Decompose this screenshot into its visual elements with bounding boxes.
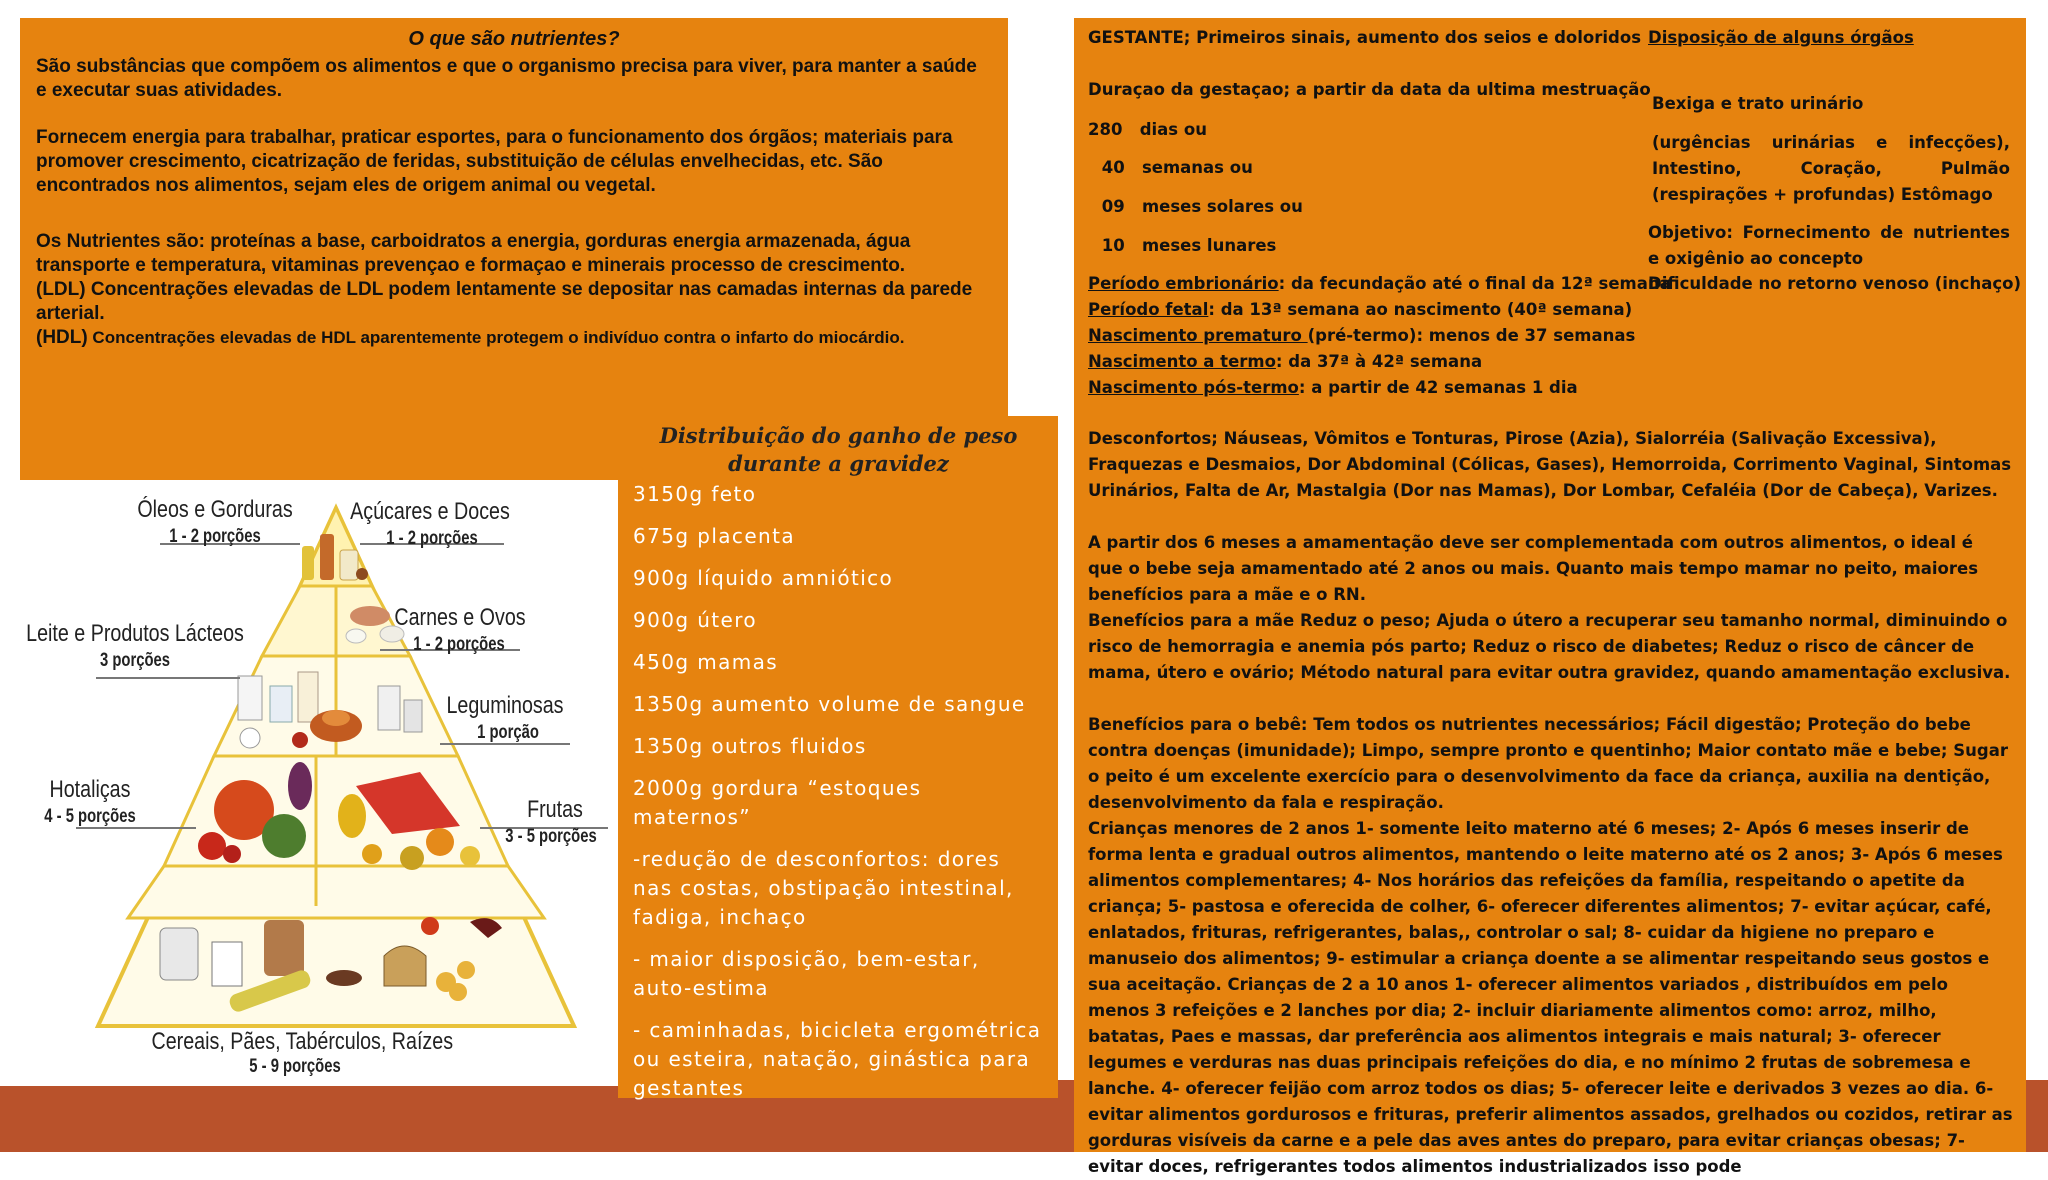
amamentacao-text: A partir dos 6 meses a amamentação deve ser complementada com outros alimentos, o ideal é que o bebe seja amamentado até 2 anos ou mais. Quanto mais tempo mamar no peito, maiores benefícios para a mãe e o RN. <box>1088 533 1979 604</box>
gestante-line: GESTANTE; Primeiros sinais, aumento dos seios e doloridos <box>1088 28 1642 47</box>
periodo-fetal: Período fetal: da 13ª semana ao nascimento (40ª semana) <box>1088 300 1633 319</box>
weight-gain-item: 2000g gordura “estoques maternos” <box>633 776 922 829</box>
ldl-text: (LDL) Concentrações elevadas de LDL podem lentamente se depositar nas camadas internas da parede arterial. <box>36 279 973 324</box>
nascimento-termo: Nascimento a termo: da 37ª à 42ª semana <box>1088 352 1483 371</box>
nutrients-functions: Fornecem energia para trabalhar, praticar esportes, para o funcionamento dos órgãos; materiais para promover crescimento, cicatrização de feridas, substituição de células envelhecidas, etc. São encontrados nos alimentos, sejam eles de origem animal ou vegetal. <box>36 127 953 196</box>
nutrients-definition: São substâncias que compõem os alimentos e que o organismo precisa para viver, para manter a saúde e executar suas atividades. <box>36 56 977 101</box>
pyramid-label-acucares: Açúcares e Doces <box>350 498 510 525</box>
pyramid-portion-acucares: 1 - 2 porções <box>386 528 478 549</box>
desconfortos-text: Desconfortos; Náuseas, Vômitos e Tonturas, Pirose (Azia), Sialorréia (Salivação Excessiva), Fraquezas e Desmaios, Dor Abdominal (Cólicas, Gases), Hemorroida, Corrimento Vaginal, Sintomas Urinários, Falta de Ar, Mastalgia (Dor nas Mamas), Dor Lombar, Cefaléia (Dor de Cabeça), Varizes. <box>1088 429 2012 500</box>
duration-10: 10 meses lunares <box>1101 236 1277 255</box>
pyramid-portion-carnes: 1 - 2 porções <box>413 634 505 655</box>
pyramid-label-oleos: Óleos e Gorduras <box>137 496 293 523</box>
weight-gain-item: 900g líquido amniótico <box>633 566 894 590</box>
pyramid-label-carnes: Carnes e Ovos <box>394 604 526 631</box>
pyramid-portion-cereais: 5 - 9 porções <box>249 1056 341 1077</box>
nascimento-prematuro: Nascimento prematuro (pré-termo): menos de 37 semanas <box>1088 326 1636 345</box>
weight-gain-panel <box>618 416 1058 1098</box>
weight-gain-item: - caminhadas, bicicleta ergométrica ou esteira, natação, ginástica para gestantes <box>633 1018 1042 1100</box>
beneficios-bebe-text: Benefícios para o bebê: Tem todos os nutrientes necessários; Fácil digestão; Proteção do bebe contra doenças (imunidade); Limpo, sempre pronto e quentinho; Maior contato mãe e bebe; Sugar o peito é um excelente exercício para o desenvolvimento da face da criança, auxilia na dentição, desenvolvimento da fala e respiração. <box>1088 715 2008 812</box>
orgaos-text: (urgências urinárias e infecções), Intestino, Coração, Pulmão (respirações + profundas) Estômago <box>1652 133 2010 204</box>
pyramid-label-frutas: Frutas <box>527 796 583 823</box>
criancas-text: Crianças menores de 2 anos 1- somente leito materno até 6 meses; 2- Após 6 meses inserir de forma lenta e gradual outros alimentos, mantendo o leite materno até os 2 anos; 3- Após 6 meses alimentos complementares; 4- Nos horários das refeições da família, respeitando o apetite da criança; 5- pastosa e oferecida de colher, 6- oferecer diferentes alimentos; 7- evitar açúcar, café, enlatados, frituras, refrigerantes, balas,, controlar o sal; 8- cuidar da higiene no preparo e manuseio dos alimentos; 9- estimular a criança doente a se alimentar respeitando seus gostos e sua aceitação. Crianças de 2 a 10 anos 1- oferecer alimentos variados , distribuídos em pelo menos 3 refeições e 2 lanches por dia; 2- incluir diariamente alimentos como: arroz, milho, batatas, Paes e massas, dar preferência aos alimentos integrais e mais natural; 3- oferecer legumes e verduras nas duas principais refeições do dia, e no mínimo 2 frutas de sobremesa e lanche. 4- oferecer feijão com arroz todos os dias; 5- oferecer leite e derivados 3 vezes ao dia. 6- evitar alimentos gordurosos e frituras, preferir alimentos assados, grelhados ou cozidos, retirar as gorduras visíveis da carne e a pele das aves antes do preparo, para evitar crianças obesas; 7- evitar doces, refrigerantes todos alimentos industrializados isso pode <box>1088 819 2013 1176</box>
weight-gain-item: - maior disposição, bem-estar, auto-estima <box>633 947 980 1000</box>
weight-gain-item: 675g placenta <box>633 524 796 548</box>
food-pyramid-image <box>0 486 618 1086</box>
weight-gain-item: 1350g outros fluidos <box>633 734 867 758</box>
duration-280: 280 dias ou <box>1088 120 1207 139</box>
weight-gain-item: 450g mamas <box>633 650 779 674</box>
nutrients-title: O que são nutrientes? <box>408 28 620 50</box>
right-body-text <box>1088 426 2013 1180</box>
beneficios-mae-text: Benefícios para a mãe Reduz o peso; Ajuda o útero a recuperar seu tamanho normal, diminuindo o risco de hemorragia e anemia pós parto; Reduz o risco de diabetes; Reduz o risco de câncer de mama, útero e ovário; Método natural para evitar outra gravidez, quando amamentação exclusiva. <box>1088 611 2011 682</box>
pyramid-label-cereais: Cereais, Pães, Tabérculos, Raízes <box>151 1028 454 1055</box>
nutrients-panel <box>20 18 1008 480</box>
duration-40: 40 semanas ou <box>1101 158 1253 177</box>
pyramid-portion-leite: 3 porções <box>99 650 171 671</box>
hdl-text: (HDL) Concentrações elevadas de HDL aparentemente protegem o indivíduo contra o infarto do miocárdio. <box>36 327 905 348</box>
weight-gain-item: 900g útero <box>633 608 758 632</box>
objetivo-text: Objetivo: Fornecimento de nutrientes e oxigênio ao concepto <box>1648 223 2010 268</box>
pyramid-label-leguminosas: Leguminosas <box>446 692 564 719</box>
duration-09: 09 meses solares ou <box>1101 197 1303 216</box>
pyramid-label-hortalicas: Hotaliças <box>49 776 131 803</box>
pyramid-portion-oleos: 1 - 2 porções <box>169 526 261 547</box>
weight-gain-list <box>633 480 1044 1103</box>
pyramid-portion-hortalicas: 4 - 5 porções <box>44 806 136 827</box>
pregnancy-info-panel <box>1074 18 2026 1176</box>
weight-gain-item: 3150g feto <box>633 482 757 506</box>
weight-gain-title: Distribuição do ganho de peso durante a gravidez <box>659 423 1018 476</box>
duracao-line: Duraçao da gestaçao; a partir da data da ultima mestruação <box>1088 80 1651 99</box>
dificuldade-line: Dificuldade no retorno venoso (inchaço) <box>1648 274 2021 293</box>
weight-gain-item: -redução de desconfortos: dores nas costas, obstipação intestinal, fadiga, inchaço <box>633 847 1014 929</box>
pyramid-portion-leguminosas: 1 porção <box>477 722 539 743</box>
weight-gain-item: 1350g aumento volume de sangue <box>633 692 1026 716</box>
nutrients-list: Os Nutrientes são: proteínas a base, carboidratos a energia, gorduras energia armazenada, água transporte e temperatura, vitaminas prevençao e formaçao e minerais processo de crescimento. <box>36 231 911 276</box>
pyramid-portion-frutas: 3 - 5 porções <box>505 826 597 847</box>
nascimento-pos-termo: Nascimento pós-termo: a partir de 42 semanas 1 dia <box>1088 378 1578 397</box>
periodo-embrionario: Período embrionário: da fecundação até o final da 12ª semana <box>1088 274 1671 293</box>
bexiga-line: Bexiga e trato urinário <box>1652 94 1864 113</box>
pyramid-label-leite: Leite e Produtos Lácteos <box>26 620 244 647</box>
orgaos-title: Disposição de alguns órgãos <box>1648 28 1914 47</box>
